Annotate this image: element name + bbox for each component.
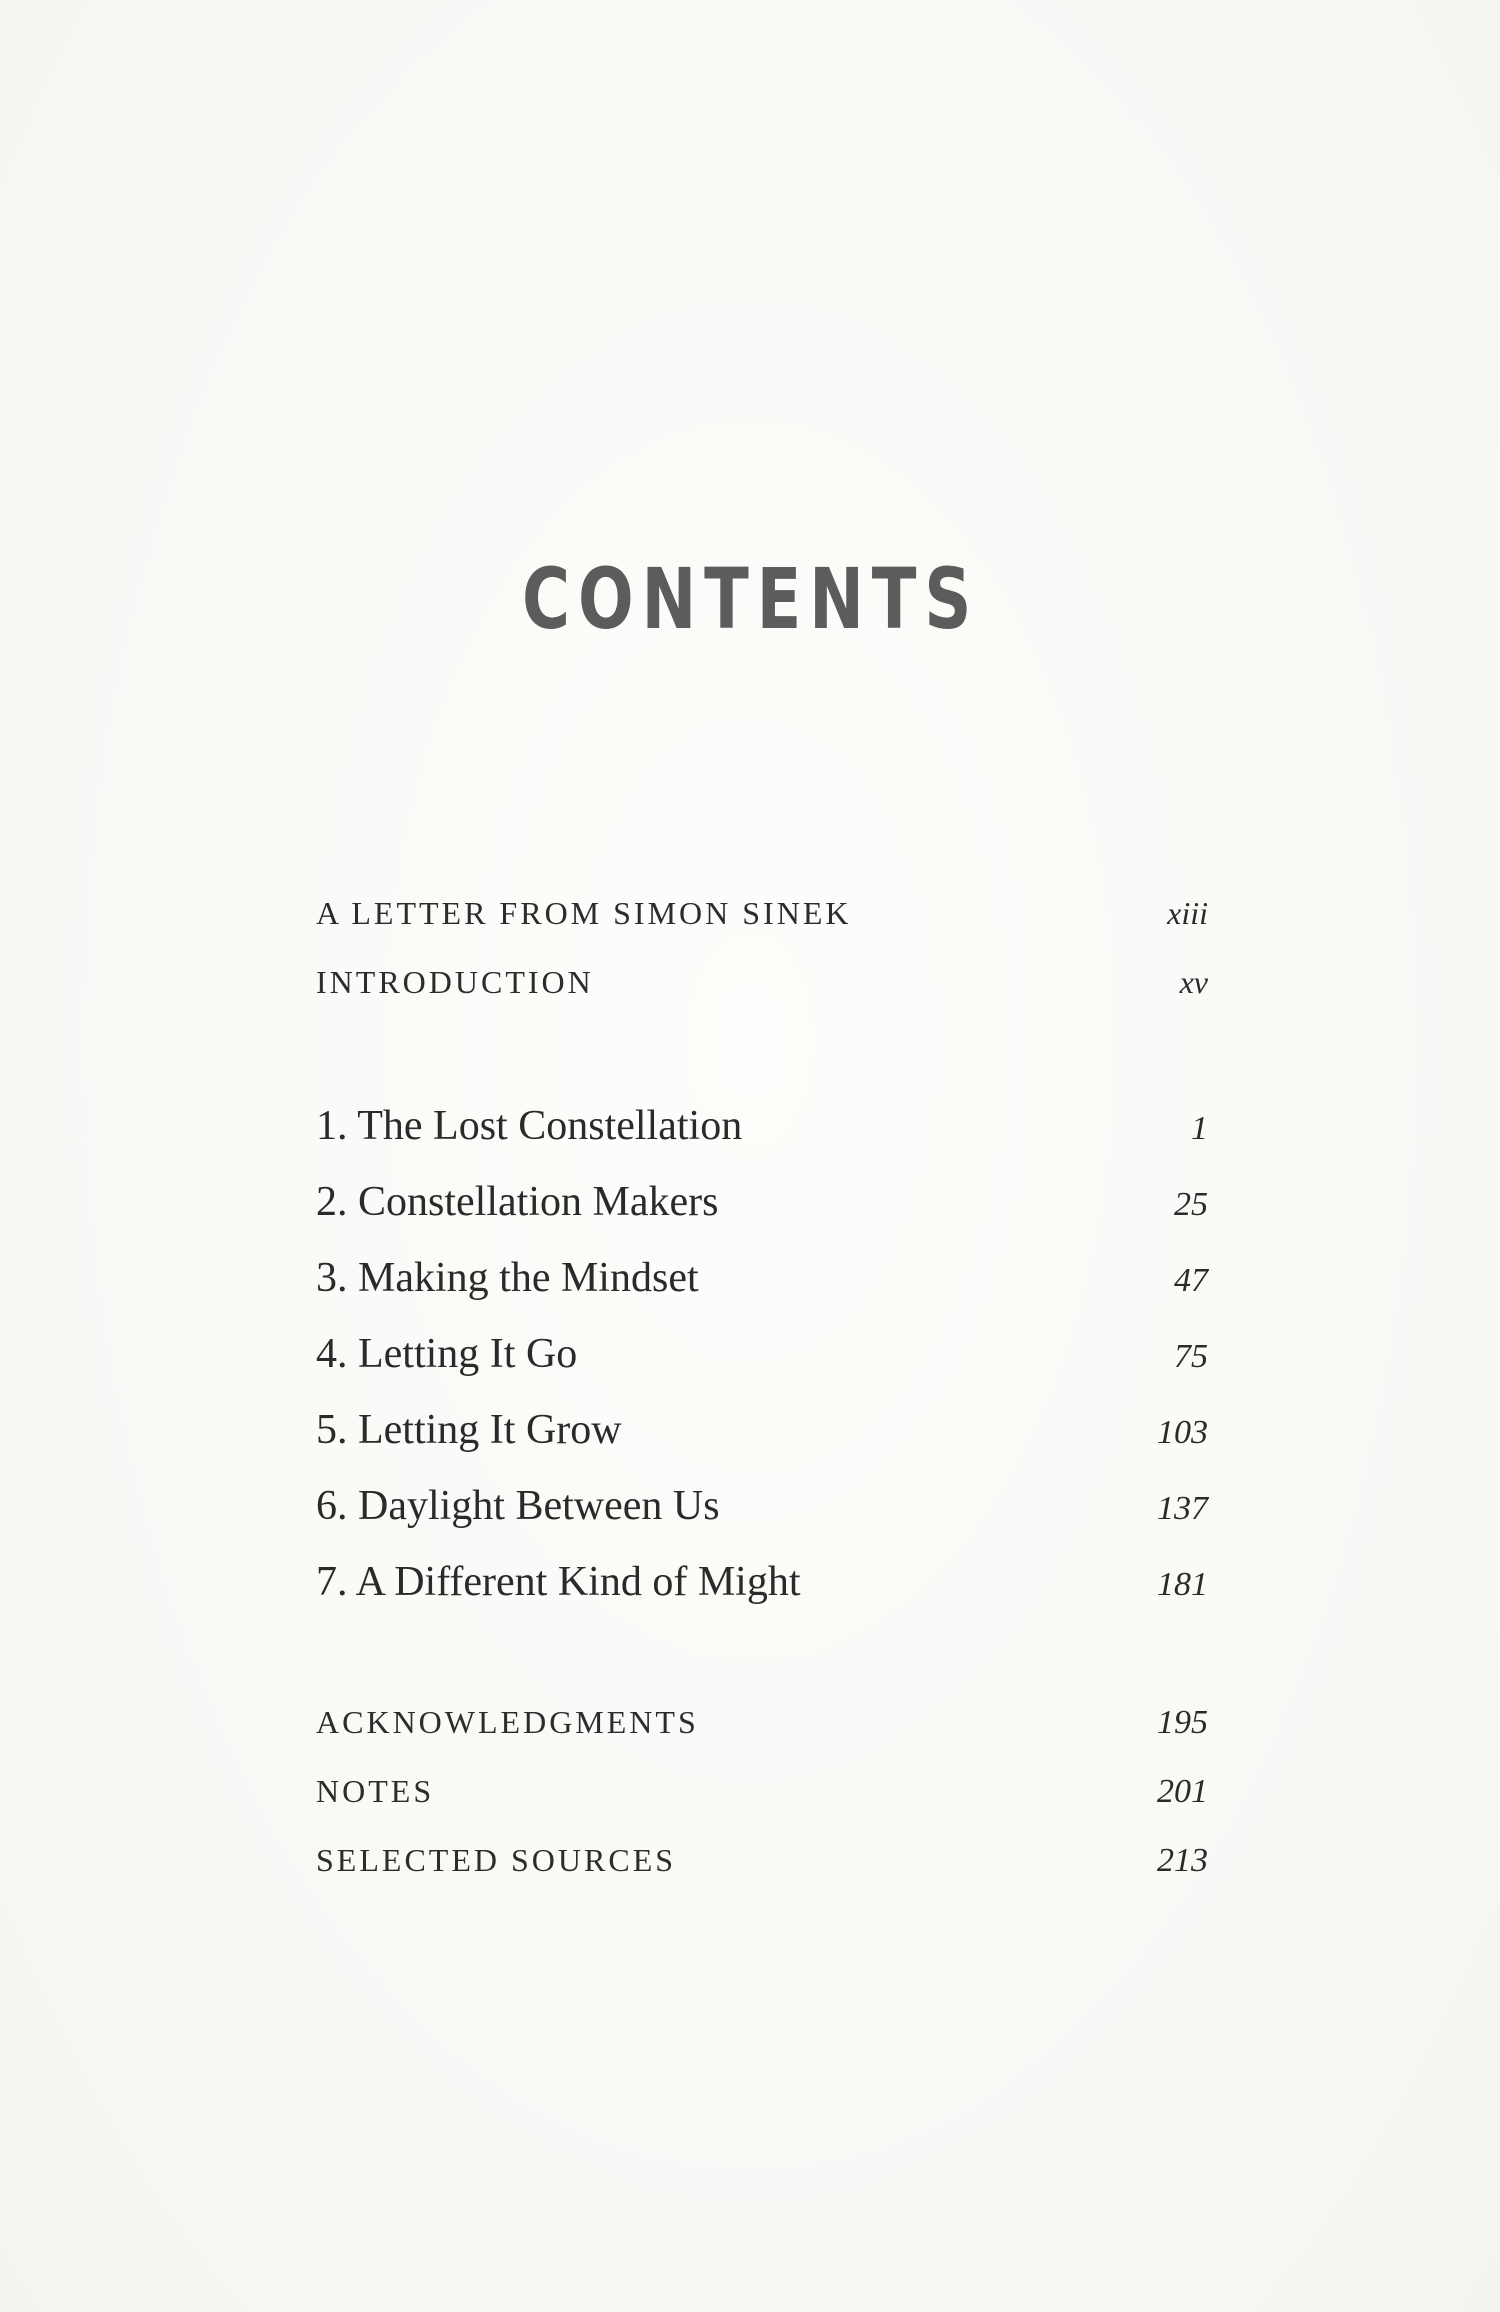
toc-entry-label: NOTES: [316, 1773, 435, 1809]
chapter-title: 3. Making the Mindset: [316, 1255, 699, 1301]
toc-chapter-3[interactable]: [316, 1254, 1208, 1302]
toc-entry-selected-sources[interactable]: [316, 1842, 1208, 1880]
toc-page-number: xv: [1179, 964, 1208, 1000]
chapter-title: 2. Constellation Makers: [316, 1179, 719, 1225]
chapter-title: 5. Letting It Grow: [316, 1407, 622, 1453]
toc-chapter-2[interactable]: [316, 1178, 1208, 1226]
toc-page-number: 75: [1174, 1338, 1208, 1375]
toc-page-number: 195: [1157, 1704, 1208, 1741]
toc-page-number: 25: [1174, 1186, 1208, 1223]
page-title: CONTENTS: [522, 550, 980, 648]
toc-chapter-6[interactable]: [316, 1482, 1208, 1530]
chapter-title: 4. Letting It Go: [316, 1331, 578, 1377]
toc-page-number: 201: [1157, 1773, 1208, 1810]
toc-page-number: 103: [1157, 1414, 1208, 1451]
chapter-title: 6. Daylight Between Us: [316, 1483, 720, 1529]
toc-page-number: 137: [1157, 1490, 1208, 1527]
toc-chapter-1[interactable]: [316, 1102, 1208, 1150]
chapter-title: 7. A Different Kind of Might: [316, 1559, 801, 1605]
toc-entry-label: A LETTER FROM SIMON SINEK: [316, 895, 852, 931]
toc-page-number: 181: [1157, 1566, 1208, 1603]
toc-entry-label: ACKNOWLEDGMENTS: [316, 1704, 699, 1740]
toc-entry-acknowledgments[interactable]: [316, 1704, 1208, 1742]
toc-page-number: 213: [1157, 1842, 1208, 1879]
toc-page-number: 1: [1191, 1110, 1208, 1147]
toc-chapter-7[interactable]: [316, 1558, 1208, 1606]
toc-entry-introduction[interactable]: [316, 964, 1208, 1001]
toc-page-number: xiii: [1167, 895, 1208, 931]
toc-entry-label: INTRODUCTION: [316, 964, 594, 1000]
toc-entry-notes[interactable]: [316, 1773, 1208, 1811]
toc-entry-label: SELECTED SOURCES: [316, 1842, 677, 1878]
toc-entry-letter[interactable]: [316, 895, 1208, 932]
toc-chapter-4[interactable]: [316, 1330, 1208, 1378]
toc-page-number: 47: [1174, 1262, 1208, 1299]
toc-chapter-5[interactable]: [316, 1406, 1208, 1454]
chapter-title: 1. The Lost Constellation: [316, 1103, 743, 1149]
